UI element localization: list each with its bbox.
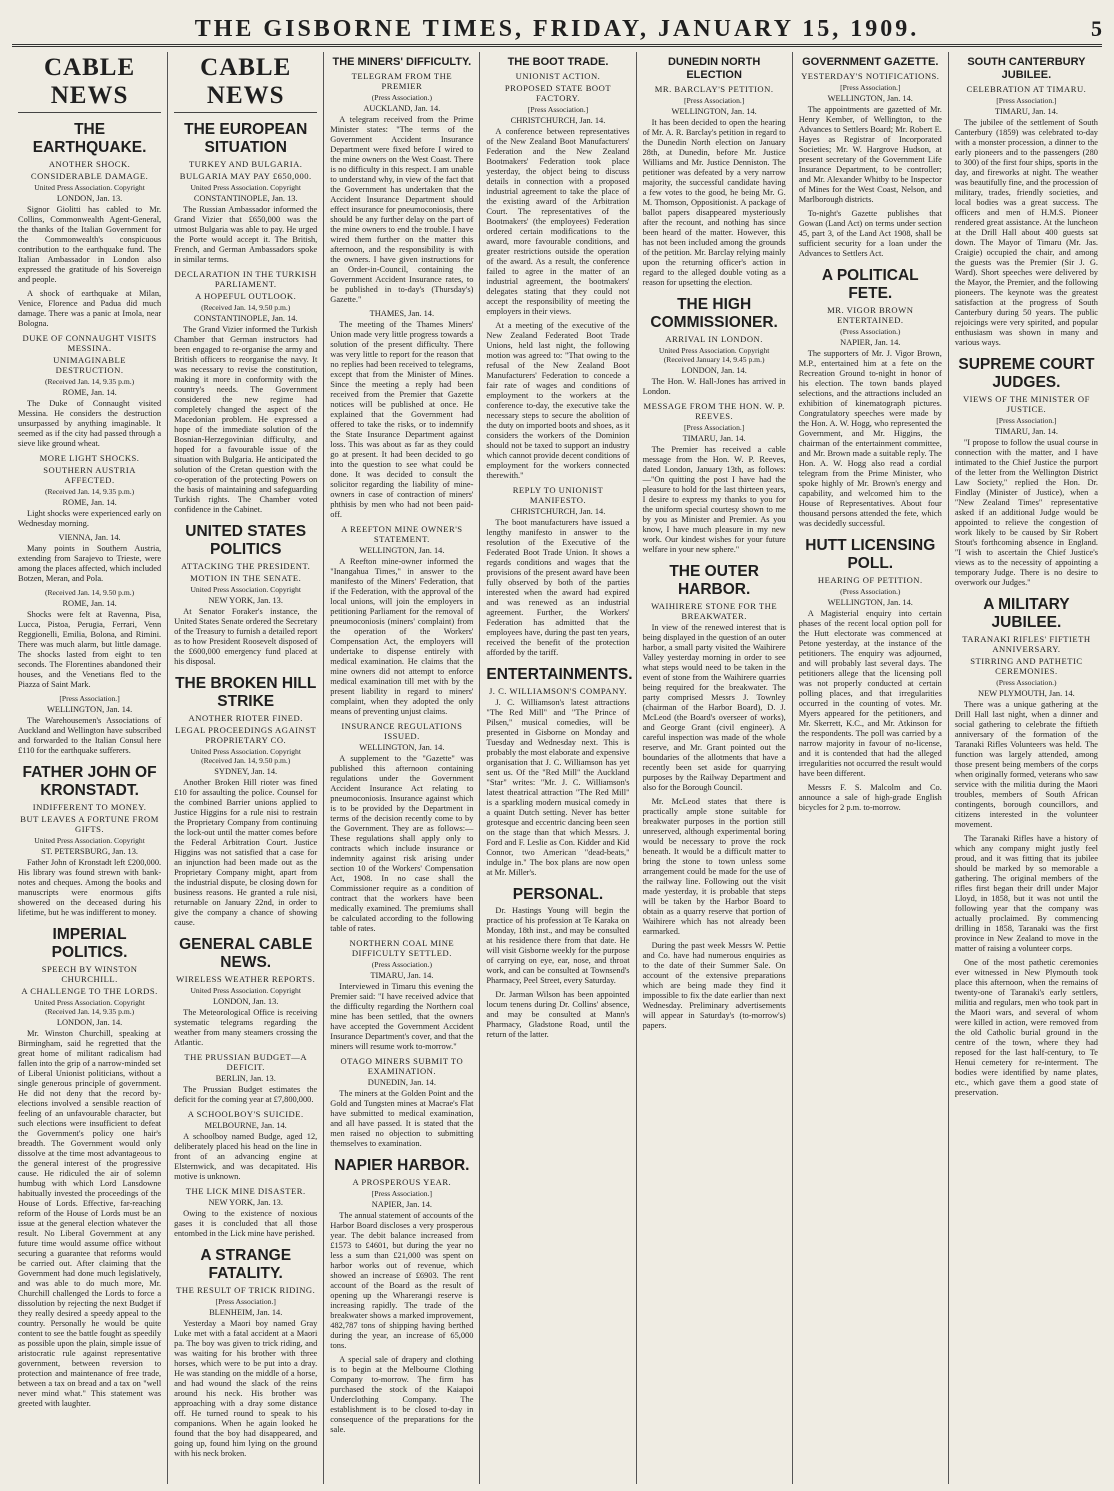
body-paragraph: The miners at the Golden Point and the Gold and Tungsten mines at Macrae's Flat have submitted to medical examination, and all have passed. It is stated that the men raised no objection to submitting themselves to examination. xyxy=(330,1089,474,1148)
dateline: NAPIER, Jan. 14. xyxy=(371,1200,432,1209)
body-paragraph: A schoolboy named Budge, aged 12, deliberately placed his head on the line in front of an advancing engine at Elsternwick, and was decapitated. His motive is unknown. xyxy=(174,1132,318,1181)
body-paragraph: A telegram received from the Prime Minister states: "The terms of the Government Accident Insurance Department were fixed before I wired to the mine owners on the West Coast. There is no difficulty in this respect. I am unable to understand why, in view of the fact that the Government has undertaken that the Accident Insurance Department should effect insurance for pneumoconiosis, there should be any further delay on the part of the mine owners to end the trouble. I have wired them further on the matter this afternoon, and the responsibility is with the owners. I have given instructions for an Order-in-Council, containing the Government Accident Insurance rates, to be published in to-day's (Thursday's) Gazette." xyxy=(330,115,474,304)
body-paragraph: Owing to the existence of noxious gases it is concluded that all those entombed in the Lick mine have perished. xyxy=(174,1209,318,1238)
subheadline: UNIONIST ACTION. xyxy=(515,71,601,81)
body-paragraph: Light shocks were experienced early on Wednesday morning. xyxy=(18,509,162,528)
body-paragraph: At Senator Foraker's instance, the United States Senate ordered the Secretary of the Treasury to furnish a detailed report as to how President Roosevelt disposed of the £600,000 emergency fund placed at his disposal. xyxy=(174,607,318,666)
dateline: BERLIN, Jan. 13. xyxy=(215,1074,276,1083)
body-paragraph: Yesterday a Maori boy named Gray Luke met with a fatal accident at a Maori pa. The boy was given to trick riding, and was waiting for his brother with three horses, which were to be put into a dray. He was standing on the middle of a horse, and had wound the slack of the reins around his neck. His brother was approaching with a dray some distance off. He turned round to speak to his companions. When he again looked he found that the boy had disappeared, and going up, found him lying on the ground with his neck broken. xyxy=(174,1319,318,1458)
subheadline: INDIFFERENT TO MONEY. xyxy=(32,802,147,812)
body-paragraph: A special sale of drapery and clothing is to begin at the Melbourne Clothing Company to-morrow. The firm has purchased the stock of the Kaiapoi Underclothing Company. The establishment is to be closed to-day in consequence of the preparations for the sale. xyxy=(330,1355,474,1434)
press-credit: [Press Association.] xyxy=(527,105,589,114)
subheadline: BULGARIA MAY PAY £650,000. xyxy=(179,171,312,181)
dateline: WELLINGTON, Jan. 14. xyxy=(359,546,445,555)
subheadline: ANOTHER SHOCK. xyxy=(48,159,131,169)
dateline: LONDON, Jan. 14. xyxy=(56,1018,123,1027)
subheadline: A SCHOOLBOY'S SUICIDE. xyxy=(187,1109,304,1119)
press-credit: (Press Association.) xyxy=(371,93,433,102)
press-credit: United Press Association. Copyright (Received Jan. 14, 9.35 p.m.) xyxy=(34,998,145,1016)
press-credit: (Received Jan. 14, 9.50 p.m.) xyxy=(201,303,291,312)
dateline: WELLINGTON, Jan. 14. xyxy=(827,598,913,607)
subheadline: MR. BARCLAY'S PETITION. xyxy=(654,84,774,94)
headline: THE EUROPEAN SITUATION xyxy=(184,121,308,156)
column-3 xyxy=(323,52,479,1484)
column-2 xyxy=(167,52,323,1484)
body-paragraph: The boot manufacturers have issued a lengthy manifesto in answer to the resolution of the Executive of the Federated Boot Trade Union. It shows a regards conditions and wages that the provisions of the present award have been fully observed by both of the parties interested when the award had expired and was renewed as an industrial agreement. Further, the Workers' Federation has admitted that the employees have, during the past ten years, received the benefit of the protection afforded by the tariff. xyxy=(486,518,630,657)
subheadline: HEARING OF PETITION. xyxy=(817,575,923,585)
subheadline: WAIHIRERE STONE FOR THE BREAKWATER. xyxy=(651,601,778,621)
subheadline: REPLY TO UNIONIST MANIFESTO. xyxy=(512,485,604,505)
subheadline: A PROSPEROUS YEAR. xyxy=(352,1177,452,1187)
body-paragraph: The Prussian Budget estimates the deficit for the coming year at £7,800,000. xyxy=(174,1085,318,1104)
headline: FATHER JOHN OF KRONSTADT. xyxy=(22,764,157,799)
press-credit: United Press Association. Copyright xyxy=(190,986,301,995)
body-paragraph: Mr. Winston Churchill, speaking at Birmingham, said he regretted that the great home of militant radicalism had fallen into the grip of a narrow-minded set of Liberal Unionist politicians, without a single generous principle of government. He did not deny that the record by-elections involved a sensible reaction of feeling of an unfavourable character, but such elections were insufficient to defeat the Government's policy one hair's breadth. The Government would only dissolve at the time most advantageous to the general interest of the progressive cause. He ridiculed the air of solemn humbug with which Lord Lansdowne habitually invested the proceedings of the House of Lords. Effective, far-reaching reform of the House of Lords must be an issue at the general election whatever the result. No Liberal Government at any future time would assume office without securing a guarantee that reforms would be carried out. After claiming that the Government had done much legislatively, and was able to do much more, Mr. Churchill challenged the Lords to force a dissolution by rejecting the next Budget if they really desired a speedy appeal to the country. Personally he would be quite content to see the battle fought as speedily as possible upon the plain, simple issue of aristocratic rule against representative government, between reversion to protection and maintenance of free trade, between a tax on bread and a tax on "well never mind what." This statement was greeted with laughter. xyxy=(18,1029,162,1408)
body-paragraph: One of the most pathetic ceremonies ever witnessed in New Plymouth took place this afternoon, when the remains of twenty-one of Taranaki's early settlers, militia and regulars, men who took part in the Maori wars, and several of whom were killed in action, were removed from the old Catholic burial ground in the centre of the town, where they had reposed for the last half-century, to Te Henui cemetery for re-interment. The bodies were identified by name plates, etc., which gave them a good state of preservation. xyxy=(954,958,1098,1097)
headline: THE BOOT TRADE. xyxy=(507,56,609,68)
dateline: WELLINGTON, Jan. 14. xyxy=(671,107,757,116)
dateline: LONDON, Jan. 14. xyxy=(681,366,747,375)
press-credit: (Press Association.) xyxy=(371,960,433,969)
headline: NAPIER HARBOR. xyxy=(334,1157,470,1174)
body-paragraph: The Warehousemen's Associations of Auckland and Wellington have subscribed and forwarded to the Italian Consul here £110 for the earthquake sufferers. xyxy=(18,716,162,755)
subheadline: TARANAKI RIFLES' FIFTIETH ANNIVERSARY. xyxy=(962,634,1091,654)
body-paragraph: The meeting of the Thames Miners' Union made very little progress towards a solution of the present difficulty. There was very little to report for the reason that no replies had been received to telegrams, except that from the Minister of Mines. Since the meeting a reply had been received from the Premier that Gazette notices will be published at once. He explained that the Government had offered to take the risks, or to indemnify the State Insurance Department against loss. This was about as far as they could go at present. It had been decided to go into the question to see what could be done. It was decided to consult the solicitor regarding the liability of mine-owners in case of contraction of miners' phthisis by men who had not been paid-off. xyxy=(330,320,474,519)
dateline: TIMARU, Jan. 14. xyxy=(994,427,1058,436)
subheadline: OTAGO MINERS SUBMIT TO EXAMINATION. xyxy=(340,1056,464,1076)
body-paragraph: The Duke of Connaught visited Messina. He considers the destruction unsurpassed by anything imaginable. It seemed as if the city had passed through a sieve like ground wheat. xyxy=(18,399,162,448)
press-credit: (Press Association.) xyxy=(840,327,901,336)
subheadline: A CHALLENGE TO THE LORDS. xyxy=(21,986,158,996)
dateline: CHRISTCHURCH, Jan. 14. xyxy=(510,116,606,125)
subheadline: TELEGRAM FROM THE PREMIER xyxy=(351,71,453,91)
subheadline: ATTACKING THE PRESIDENT. xyxy=(181,561,311,571)
headline: A MILITARY JUBILEE. xyxy=(983,596,1070,631)
headline: A STRANGE FATALITY. xyxy=(200,1247,292,1282)
press-credit: [Press Association.] xyxy=(683,96,745,105)
column-1 xyxy=(12,52,167,1484)
headline: THE BROKEN HILL STRIKE xyxy=(175,675,317,710)
headline: IMPERIAL POLITICS. xyxy=(51,926,128,961)
press-credit: United Press Association. Copyright xyxy=(190,585,301,594)
subheadline: WIRELESS WEATHER REPORTS. xyxy=(176,974,316,984)
body-paragraph: It has been decided to open the hearing of Mr. A. R. Barclay's petition in regard to the Dunedin North election on January 28th, at Dunedin, before Mr. Justice Williams and Mr. Justice Denniston. The petitioner was defeated by a very narrow majority, the successful candidate having a few votes to the good, he being Mr. G. M. Thomson, Oppositionist. A package of ballot papers disappeared mysteriously after the recount, and nothing has since been heard of the matter. However, this has not been included among the grounds of the petition. Mr. Barclay relying mainly upon the returning officer's action in regard to the alleged double voting as a reason for upsetting the election. xyxy=(642,118,786,287)
subheadline: A REEFTON MINE OWNER'S STATEMENT. xyxy=(341,524,463,544)
dateline: AUCKLAND, Jan. 14. xyxy=(363,104,441,113)
body-paragraph: The Meteorological Office is receiving systematic telegrams regarding the weather from many steamers crossing the Atlantic. xyxy=(174,1008,318,1047)
body-paragraph: Dr. Hastings Young will begin the practice of his profession at Te Karaka on Monday, 18th inst., and may be consulted at his residence there from that date. He will visit Gisborne weekly for the purpose of carrying on eye, ear, nose, and throat work, and can be consulted at Townsend's Pharmacy, Peel Street, every Saturday. xyxy=(486,906,630,985)
subheadline: MR. VIGOR BROWN ENTERTAINED. xyxy=(827,305,914,325)
headline: GENERAL CABLE NEWS. xyxy=(179,936,313,971)
dateline: NEW YORK, Jan. 13. xyxy=(208,596,283,605)
subheadline: UNIMAGINABLE DESTRUCTION. xyxy=(53,355,126,375)
headline: THE HIGH COMMISSIONER. xyxy=(650,296,778,331)
subheadline: DECLARATION IN THE TURKISH PARLIAMENT. xyxy=(174,269,317,289)
headline: UNITED STATES POLITICS xyxy=(185,523,307,558)
body-paragraph: Interviewed in Timaru this evening the Premier said: "I have received advice that the difficulty regarding the Northern coal mine has been settled, that the owners have accepted the Government Accident Insurance Department's cover, and that the miners will resume work to-morrow." xyxy=(330,982,474,1051)
subheadline: THE RESULT OF TRICK RIDING. xyxy=(176,1285,316,1295)
press-credit: [Press Association.] xyxy=(371,1189,433,1198)
body-paragraph: Mr. McLeod states that there is practically ample stone suitable for breakwater purposes in the portion still unreserved, although experimental boring would be necessary to prove the rock beneath. It would be a difficult matter to bring the stone to town unless some arrangement could be made for the use of the railway line. Following out the visit made yesterday, it is probable that steps will be taken by the Harbor Board to obtain as a quarry reserve that portion of Waihirere which has not already been earmarked. xyxy=(642,797,786,936)
headline: A POLITICAL FETE. xyxy=(821,267,919,302)
press-credit: (Press Association.) xyxy=(840,587,901,596)
dateline: WELLINGTON, Jan. 14. xyxy=(827,94,913,103)
body-paragraph: "I propose to follow the usual course in connection with the matter, and I have intimated to the Chief Justice the purport of the letter from the Wellington District Law Society," replied the Hon. Dr. Findlay (Minister of Justice), when a "New Zealand Times" representative asked if an additional Judge would be appointed to relieve the congestion of work likely to be caused by Sir Robert Stout's forthcoming absence in England. "I wish to ascertain the Chief Justice's views as to the necessity of appointing a temporary Judge. There is no desire to overwork our Judges." xyxy=(954,438,1098,587)
subheadline: THE LICK MINE DISASTER. xyxy=(185,1186,306,1196)
subheadline: ANOTHER RIOTER FINED. xyxy=(188,713,303,723)
column-5 xyxy=(636,52,792,1484)
body-paragraph: The annual statement of accounts of the Harbor Board discloses a very prosperous year. The debit balance increased from £1573 to £4601, but during the year no less a sum than £21,000 was spent on harbor works out of revenue, which showed an increase of £6903. The rent account of the Board as the result of opening up the Wharerangi reserve is increasing rapidly. The trade of the breakwater shows a marked improvement, 482,787 tons of shipping having berthed during the year, an increase of 65,000 tons. xyxy=(330,1211,474,1350)
subheadline: THE PRUSSIAN BUDGET—A DEFICIT. xyxy=(184,1052,308,1072)
body-paragraph: The Taranaki Rifles have a history of which any company might justly feel proud, and it was fitting that its jubilee should be marked by so memorable a gathering. The original members of the rifles first began their drill under Major Lloyd, in 1858, but it was not until the following year that the company was actually proclaimed. By commencing drilling in 1858, Taranaki was the first province in New Zealand to move in the matter of raising a volunteer corps. xyxy=(954,834,1098,953)
subheadline: SOUTHERN AUSTRIA AFFECTED. xyxy=(43,465,136,485)
body-paragraph: In view of the renewed interest that is being displayed in the question of an outer harbor, a small party visited the Waihirere Valley yesterday morning in order to see what steps would need to be taken in the event of stone from the Waihirere quarries being required for the breakwater. The party comprised Messrs J. Townley (chairman of the Harbor Board), D. J. McLeod (the Board's overseer of works), and George Grant (civil engineer). A careful inspection was made of the whole reserve, and Mr. Grant pointed out the boundaries of the allotments that have a recently been set aside for quarrying purposes by the Railway Department and also for the Borough Council. xyxy=(642,623,786,792)
body-paragraph: The Russian Ambassador informed the Grand Vizier that £650,000 was the utmost Bulgaria was able to pay. He urged the Porte would accept it. The British, French, and German Ambassadors spoke in similar terms. xyxy=(174,205,318,264)
press-credit: [Press Association.] xyxy=(996,416,1057,425)
dateline: CONSTANTINOPLE, Jan. 13. xyxy=(193,194,298,203)
subheadline: MESSAGE FROM THE HON. W. P. REEVES. xyxy=(643,401,785,421)
body-paragraph: During the past week Messrs W. Pettie and Co. have had numerous enquiries as to the date of their Summer Sale. On account of the extensive preparations which are being made they find it impossible to fix the date earlier than next Wednesday. Preliminary advertisements will appear in Saturday's (to-morrow's) papers. xyxy=(642,941,786,1030)
dateline: BLENHEIM, Jan. 14. xyxy=(209,1308,283,1317)
press-credit: (Received Jan. 14, 9.35 p.m.) xyxy=(44,487,135,496)
press-credit: (Received Jan. 14, 9.50 p.m.) xyxy=(44,588,135,597)
headline: SOUTH CANTERBURY JUBILEE. xyxy=(967,56,1086,81)
dateline: WELLINGTON, Jan. 14. xyxy=(359,743,445,752)
body-paragraph: A conference between representatives of the New Zealand Boot Manufacturers' Federation and the New Zealand Bootmakers' Federation took place yesterday, the object being to discuss details in connection with a proposed industrial agreement to take the place of the existing award of the Arbitration Court. The representatives of the Bootmakers' (the employees) Federation ordered certain modifications to the award, more favourable conditions, and greater restrictions outside the operation of the award. As a result, the conference failed to agree in the matter of an industrial agreement, the bootmakers' delegates stating that they could not accept the responsibility of meeting the employers in their views. xyxy=(486,127,630,316)
section-masthead: CABLE NEWS xyxy=(18,54,161,113)
subheadline: DUKE OF CONNAUGHT VISITS MESSINA. xyxy=(22,333,157,353)
body-paragraph: Signor Giolitti has cabled to Mr. Collins, Commonwealth Agent-General, the thanks of the Italian Government for the Commonwealth's conspicuous contribution to the earthquake fund. The Italian Ambassador in London also expressed the gratitude of his Sovereign and people. xyxy=(18,205,162,284)
dateline: TIMARU, Jan. 14. xyxy=(682,434,746,443)
press-credit: [Press Association.] xyxy=(683,423,745,432)
subheadline: A HOPEFUL OUTLOOK. xyxy=(195,291,297,301)
body-paragraph: The Hon. W. Hall-Jones has arrived in London. xyxy=(642,377,786,396)
press-credit: United Press Association. Copyright xyxy=(34,836,145,845)
body-paragraph: The appointments are gazetted of Mr. Henry Kember, of Wellington, to the Advances to Settlers Board; Mr. Robert E. Hayes as Registrar of Incorporated Societies; Mr. W. Hargrove Hudson, at present secretary of the Government Life Insurance Department, to be controller; and Mr. Alexander Whitby to be Inspector of Mines for the West Coast, Nelson, and Marlborough districts. xyxy=(798,105,942,204)
body-paragraph: Shocks were felt at Ravenna, Pisa, Lucca, Pistoa, Perugia, Ferrari, Venn Reggionelli, Emilia, Bolona, and Rimini. There was much alarm, but little damage. The shocks lasted from eight to ten seconds. The Florentines abandoned their houses, and the Venetians fled to the Piazza of Saint Mark. xyxy=(18,610,162,689)
subheadline: MORE LIGHT SHOCKS. xyxy=(39,453,140,463)
body-paragraph: The Grand Vizier informed the Turkish Chamber that German instructors had been engaged to re-organise the army and British officers to reorganise the navy. It was necessary to revise the constitution, making it more in conformity with the country's needs. The Government considered the new regime had completely changed the aspect of the Macedonian problem. He expressed a hope of the immediate solution of the Bosnian-Herzegovinian difficulty, and hoped for a favourable issue of the situation with Bulgaria. He anticipated the solution of the Cretan question with the co-operation of the protecting Powers on the basis of maintaining and safeguarding Turkish rights. The Chamber voted confidence in the Cabinet. xyxy=(174,325,318,514)
dateline: ST. PETERSBURG, Jan. 13. xyxy=(41,847,138,856)
dateline: ROME, Jan. 14. xyxy=(62,599,117,608)
press-credit: United Press Association. Copyright (Received Jan. 14, 9.50 p.m.) xyxy=(190,747,301,765)
page-number: 5 xyxy=(1091,16,1102,41)
subheadline: LEGAL PROCEEDINGS AGAINST PROPRIETARY CO. xyxy=(175,725,317,745)
body-paragraph: Dr. Jarman Wilson has been appointed locum tenens during Dr. Collins' absence, and may be consulted at Mann's Pharmacy, Gladstone Road, until the return of the latter. xyxy=(486,990,630,1039)
subheadline: CONSIDERABLE DAMAGE. xyxy=(30,171,149,181)
subheadline: CELEBRATION AT TIMARU. xyxy=(966,84,1087,94)
headline: SUPREME COURT JUDGES. xyxy=(958,356,1095,391)
subheadline: SPEECH BY WINSTON CHURCHILL. xyxy=(41,964,138,984)
subheadline: J. C. WILLIAMSON'S COMPANY. xyxy=(488,686,628,696)
dateline: TIMARU, Jan. 14. xyxy=(370,971,434,980)
press-credit: (Received Jan. 14, 9.35 p.m.) xyxy=(44,377,135,386)
column-4 xyxy=(479,52,635,1484)
subheadline: PROPOSED STATE BOOT FACTORY. xyxy=(504,83,612,103)
dateline: ROME, Jan. 14. xyxy=(62,498,117,507)
subheadline: INSURANCE REGULATIONS ISSUED. xyxy=(341,721,463,741)
subheadline: YESTERDAY'S NOTIFICATIONS. xyxy=(801,71,940,81)
body-paragraph: Messrs F. S. Malcolm and Co. announce a sale of high-grade English bicycles for 2 p.m. to-morrow. xyxy=(798,783,942,812)
subheadline: STIRRING AND PATHETIC CEREMONIES. xyxy=(970,656,1083,676)
subheadline: BUT LEAVES A FORTUNE FROM GIFTS. xyxy=(20,814,159,834)
body-paragraph: Father John of Kronstadt left £200,000. His library was found strewn with bank-notes and cheques. Among the books and manuscripts were enormous gifts showered on the deceased during his lifetime, but he was indifferent to money. xyxy=(18,858,162,917)
dateline: MELBOURNE, Jan. 14. xyxy=(204,1121,287,1130)
headline: THE OUTER HARBOR. xyxy=(669,563,759,598)
body-paragraph: A Reefton mine-owner informed the "Inangahua Times," in answer to the manifesto of the Miners' Federation, that if the Federation, with the approval of the local unions, will join the employers in petitioning Parliament for the removal of pneumoconiosis (miners' complaint) from the operation of the Workers' Compensation Act, the employers will undertake to dispense entirely with medical examination. He claims that the mine owners did not attempt to enforce medical examination till met with by the present liability in regard to miners' complaint, when they adopted the only means of preventing unjust claims. xyxy=(330,557,474,716)
press-credit: [Press Association.] xyxy=(996,96,1057,105)
dateline: CHRISTCHURCH, Jan. 14. xyxy=(510,507,606,516)
headline: DUNEDIN NORTH ELECTION xyxy=(667,56,761,81)
press-credit: United Press Association. Copyright (Received January 14, 9.45 p.m.) xyxy=(658,346,770,364)
subheadline: VIEWS OF THE MINISTER OF JUSTICE. xyxy=(962,394,1090,414)
subheadline: ARRIVAL IN LONDON. xyxy=(665,334,763,344)
press-credit: United Press Association. Copyright xyxy=(34,183,145,192)
body-paragraph: There was a unique gathering at the Drill Hall last night, when a dinner and social gathering to celebrate the fiftieth anniversary of the formation of the Taranaki Rifles Volunteers was held. The function was largely attended, among those present being members of the corps when originally formed, veterans who saw service with the militia during the Maori troubles, members of South African contingents, borough councillors, and citizens interested in the volunteer movement. xyxy=(954,700,1098,829)
body-paragraph: Another Broken Hill rioter was fined £10 for assaulting the police. Counsel for the combined Barrier unions applied to Justice Higgins for a rule nisi to restrain the Proprietary Company from continuing the lock-out until the matter comes before the Federal Arbitration Court. Justice Higgins was not satisfied that a case for an injunction had been made out as the Proprietary Company might, apart from the industrial dispute, be closing down for business reasons. He granted a rule nisi, returnable on January 22nd, in order to give the company a chance of showing cause. xyxy=(174,778,318,927)
press-credit: [Press Association.] xyxy=(59,694,120,703)
dateline: WELLINGTON, Jan. 14. xyxy=(46,705,133,714)
press-credit: United Press Association. Copyright xyxy=(190,183,301,192)
dateline: THAMES, Jan. 14. xyxy=(369,309,435,318)
press-credit: [Press Association.] xyxy=(840,83,901,92)
dateline: NEW YORK, Jan. 13. xyxy=(208,1198,283,1207)
headline: ENTERTAINMENTS. xyxy=(486,666,633,683)
masthead-title: THE GISBORNE TIMES, FRIDAY, JANUARY 15, 1909. xyxy=(194,15,920,42)
subheadline: TURKEY AND BULGARIA. xyxy=(188,159,303,169)
dateline: TIMARU, Jan. 14. xyxy=(994,107,1058,116)
column-6 xyxy=(792,52,948,1484)
press-credit: [Press Association.] xyxy=(215,1297,276,1306)
body-paragraph: To-night's Gazette publishes that Gowan (Land Act) on terms under section 45, part 3, of the Land Act 1908, shall be sufficient security for a loan under the Advances to Settlers Act. xyxy=(798,209,942,258)
dateline: NAPIER, Jan. 14. xyxy=(840,338,901,347)
column-7 xyxy=(948,52,1104,1484)
dateline: VIENNA, Jan. 14. xyxy=(58,533,121,542)
dateline: DUNEDIN, Jan. 14. xyxy=(367,1078,436,1087)
dateline: LONDON, Jan. 13. xyxy=(56,194,123,203)
section-masthead: CABLE NEWS xyxy=(174,54,317,113)
columns-container xyxy=(12,52,1104,1484)
body-paragraph: Many points in Southern Austria, extending from Sarajevo to Trieste, were among the places affected, which included Botzen, Meran, and Pola. xyxy=(18,544,162,583)
dateline: ROME, Jan. 14. xyxy=(62,388,117,397)
headline: PERSONAL. xyxy=(512,886,604,903)
dateline: LONDON, Jan. 13. xyxy=(213,997,279,1006)
body-paragraph: A supplement to the "Gazette" was published this afternoon containing regulations under the Government Accident Insurance Act relating to pneumoconiosis. Insurance against which is to be provided by the Department in terms of the decision recently come to by the Government. They are as follows:—These regulations shall apply only to contracts which include insurance or indemnity against risk arising under section 10 of the Workers' Compensation Act, 1908. In no case shall the Commissioner require as a condition of contract that the workers have been medically examined. The premiums shall be calculated according to the following table of rates. xyxy=(330,754,474,933)
body-paragraph: A shock of earthquake at Milan, Venice, Florence and Padua did much damage. There was a panic at Imola, near Bologna. xyxy=(18,289,162,328)
subheadline: NORTHERN COAL MINE DIFFICULTY SETTLED. xyxy=(349,938,455,958)
body-paragraph: J. C. Williamson's latest attractions "The Red Mill" and "The Prince of Pilsen," musical comedies, will be presented in Gisborne on Monday and Tuesday and Wednesday next. This is probably the most elaborate and expensive organisation that J. C. Williamson has yet sent us. Of the "Red Mill" the Auckland "Star" writes: "Mr. J. C. Williamson's latest theatrical attraction "The Red Mill" is a sparkling modern musical comedy in a quaint Dutch setting. Never has better grotesque and eccentric dancing been seen on the stage than that which Messrs. J. Ford and F. Leslie as Con. Kidder and Kid Connor, two American "dead-beats," indulge in." The box plans are now open at Mr. Miller's. xyxy=(486,698,630,877)
headline: THE MINERS' DIFFICULTY. xyxy=(332,56,472,68)
body-paragraph: The supporters of Mr. J. Vigor Brown, M.P., entertained him at a fete on the Recreation Ground to-night in honor of his election. The town bands played selections, and the attractions included an exhibition of kinematograph pictures. Congratulatory speeches were made by the Hon. A. W. Hogg, who represented the Government, and Mr. Higgins, the chairman of the entertainment committee, and Mr. Brown made a suitable reply. The Hon. A. W. Hogg also read a cordial telegram from the Prime Minister, who spoke highly of Mr. Brown's energy and capability, and welcomed him to the House of Representatives. About four thousand persons attended the fete, which was decidedly successful. xyxy=(798,349,942,528)
body-paragraph: The Premier has received a cable message from the Hon. W. P. Reeves, dated London, January 13th, as follows:—"On quitting the post I have had the pleasure to hold for the last thirteen years, I desire to express my thanks to you for the uniform special courtesy shown to me by you as Minister and Premier. As you know, I have much pleasure in my new work. Our kindest wishes for your future welfare in your new sphere." xyxy=(642,445,786,554)
dateline: CONSTANTINOPLE, Jan. 14. xyxy=(193,314,298,323)
headline: THE EARTHQUAKE. xyxy=(32,121,147,156)
headline: HUTT LICENSING POLL. xyxy=(805,537,936,572)
masthead xyxy=(12,14,1102,47)
body-paragraph: The jubilee of the settlement of South Canterbury (1859) was celebrated to-day with a monster procession, a dinner to the early pioneers and to the passengers (280 to 300) of the first four ships, sports in the day, and fireworks at night. The weather was beautifully fine, and the procession of military, trades, friendly societies, and local bodies was a great success. The officers and men of H.M.S. Pioneer rendered great assistance. At the luncheon at the Drill Hall about 400 guests sat down. The Mayor of Timaru (Mr. Jas. Craigie) occupied the chair, and among the guests was the Premier (Sir J. G. Ward). Short speeches were delivered by the Mayor, the Premier, and the following pioneers. The keynote was the greatest satisfaction at the progress of South Canterbury during 50 years. The public rejoicings were very spirited, and popular enthusiasm was shown in many and various ways. xyxy=(954,118,1098,347)
body-paragraph: At a meeting of the executive of the New Zealand Federated Boot Trade Unions, held last night, the following motion was agreed to: "That owing to the refusal of the New Zealand Boot Manufacturers' Federation to concede a fair rate of wages and conditions of employment to the workers at the conference to-day, the executive take the necessary steps to secure the abolition of the duty on imported boots and shoes, as it considers the workers of the Dominion should not be taxed to support an industry which cannot provide decent conditions of employment for the workers connected therewith." xyxy=(486,321,630,480)
press-credit: (Press Association.) xyxy=(996,678,1057,687)
subheadline: MOTION IN THE SENATE. xyxy=(190,573,302,583)
dateline: NEW PLYMOUTH, Jan. 14. xyxy=(978,689,1075,698)
dateline: SYDNEY, Jan. 14. xyxy=(214,767,278,776)
headline: GOVERNMENT GAZETTE. xyxy=(802,56,939,68)
body-paragraph: A Magisterial enquiry into certain phases of the recent local option poll for the Hutt electorate was commenced at Petone yesterday, at the instance of the petitioners. The enquiry was adjourned, and will probably last several days. The petitioners allege that the licensing poll was not properly conducted at certain polling places, and that irregularities occurred in the counting of votes. Mr. Myers appeared for the petitioners, and Mr. Skerrett, K.C., and Mr. Atkinson for the respondents. The poll was carried by a narrow majority in favour of no-license, and it is contended that had the alleged irregularities not occurred the result would have been different. xyxy=(798,609,942,778)
